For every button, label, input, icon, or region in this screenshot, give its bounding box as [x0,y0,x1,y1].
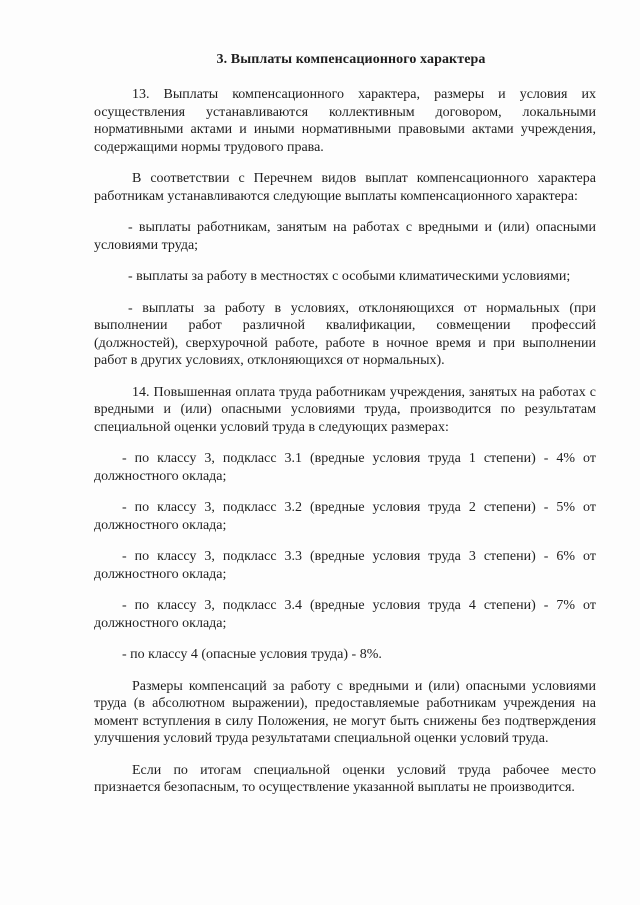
paragraph-list-of-payments: В соответствии с Перечнем видов выплат компенсационного характера работникам устанавливаются следующие выплаты компенсационного характера: [94,171,596,204]
paragraph-13-compensation-payments: 13. Выплаты компенсационного характера, размеры и условия их осуществления устанавливаются коллективным договором, локальными нормативными актами и иными нормативными правовыми актами учреждения, содержащими нормы трудового права. [94,87,596,155]
section-title: 3. Выплаты компенсационного характера [216,52,486,67]
list-item-class-3-2: - по классу 3, подкласс 3.2 (вредные условия труда 2 степени) - 5% от должностного оклада; [94,500,596,533]
list-item-deviating-conditions: - выплаты за работу в условиях, отклоняющихся от нормальных (при выполнении работ различной квалификации, совмещении профессий (должностей), сверхурочной работе, работе в ночное время и при выполнении работ в других условиях, отклоняющихся от нормальных). [94,300,596,368]
list-item-class-3-4: - по классу 3, подкласс 3.4 (вредные условия труда 4 степени) - 7% от должностного оклада; [94,598,596,631]
paragraph-14-increased-pay: 14. Повышенная оплата труда работникам учреждения, занятых на работах с вредными и (или) опасными условиями труда, производится по результатам специальной оценки условий труда в следующих размерах: [94,384,596,435]
list-item-harmful-conditions: - выплаты работникам, занятым на работах с вредными и (или) опасными условиями труда; [94,220,596,253]
paragraph-compensation-amounts: Размеры компенсаций за работу с вредными и (или) опасными условиями труда (в абсолютном выражении), предоставляемые работникам учреждения на момент вступления в силу Положения, не могут быть снижены без подтверждения улучшения условий труда результатами специальной оценки условий труда. [94,678,596,746]
list-item-climatic-conditions: - выплаты за работу в местностях с особыми климатическими условиями; [128,269,571,284]
list-item-class-3-3: - по классу 3, подкласс 3.3 (вредные условия труда 3 степени) - 6% от должностного оклада; [94,549,596,582]
list-item-class-3-1: - по классу 3, подкласс 3.1 (вредные условия труда 1 степени) - 4% от должностного оклада; [94,451,596,484]
list-item-class-4: - по классу 4 (опасные условия труда) - 8%. [122,647,382,662]
paragraph-safe-workplace: Если по итогам специальной оценки условий труда рабочее место признается безопасным, то осуществление указанной выплаты не производится. [94,762,596,795]
